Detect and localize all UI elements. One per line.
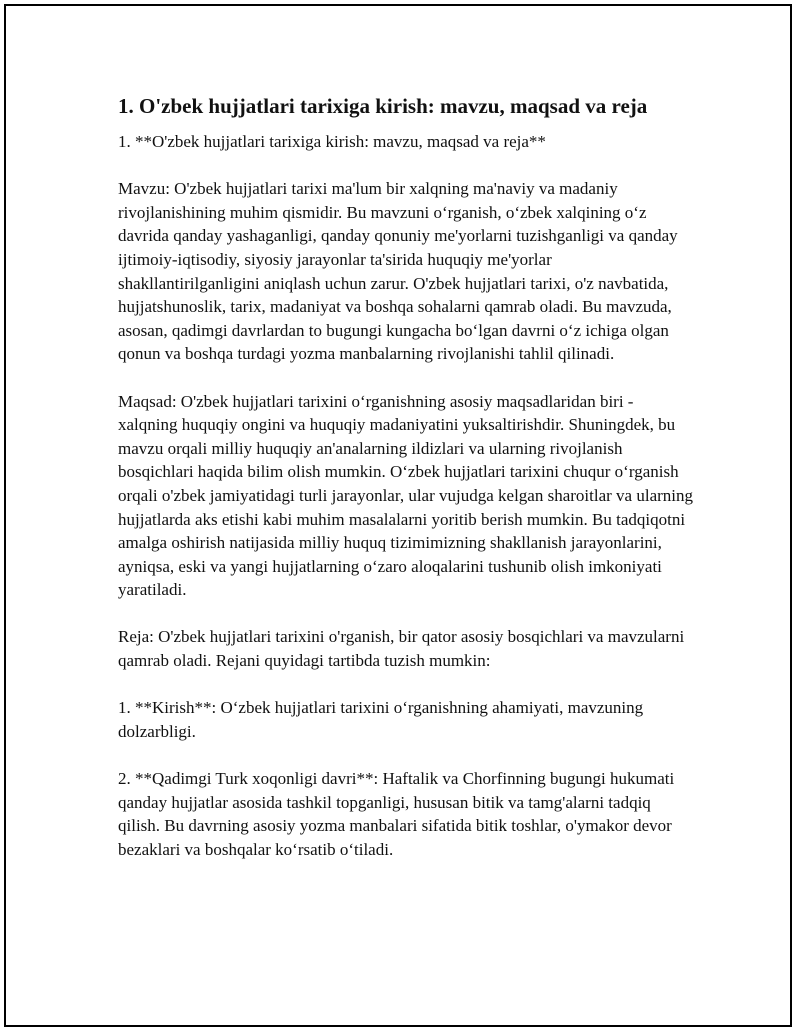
document-body [118,92,693,885]
paragraph-qadimgi-turk: 2. **Qadimgi Turk xoqonligi davri**: Haftalik va Chorfinning bugungi hukumati qanday hujjatlar asosida tashkil topganligi, hususan bitik va tamg'alarni tadqiq qilish. Bu davrning asosiy yozma manbalari sifatida bitik toshlar, o'ymakor devor bezaklari va boshqalar ko‘rsatib o‘tiladi. [118,769,675,859]
paragraph-maqsad: Maqsad: O'zbek hujjatlari tarixini o‘rganishning asosiy maqsadlaridan biri - xalqning huquqiy ongini va huquqiy madaniyatini yuksaltirishdir. Shuningdek, bu mavzu orqali milliy huquqiy an'analarning ildizlari va ularning rivojlanish bosqichlari haqida bilim olish mumkin. O‘zbek hujjatlari tarixini chuqur o‘rganish orqali o'zbek jamiyatidagi turli jarayonlar, ular vujudga kelgan sharoitlar va ularning hujjatlarda aks etishi kabi muhim masalalarni yoritib berish mumkin. Bu tadqiqotni amalga oshirish natijasida milliy huquq tizimimizning shakllanish jarayonlarini, ayniqsa, eski va yangi hujjatlarning o‘zaro aloqalarini tushunib olish imkoniyati yaratiladi. [118,391,693,600]
document-title: 1. O'zbek hujjatlari tarixiga kirish: mavzu, maqsad va reja [118,94,648,118]
paragraph-reja: Reja: O'zbek hujjatlari tarixini o'rganish, bir qator asosiy bosqichlari va mavzularni qamrab oladi. Rejani quyidagi tartibda tuzish mumkin: [118,627,685,671]
paragraph-heading: 1. **O'zbek hujjatlari tarixiga kirish: mavzu, maqsad va reja** [118,132,546,151]
paragraph-kirish: 1. **Kirish**: O‘zbek hujjatlari tarixini o‘rganishning ahamiyati, mavzuning dolzarbligi. [118,698,644,741]
paragraph-mavzu: Mavzu: O'zbek hujjatlari tarixi ma'lum bir xalqning ma'naviy va madaniy rivojlanishining muhim qismidir. Bu mavzuni o‘rganish, o‘zbek xalqining o‘z davrida qanday yashaganligi, qanday qonuniy me'yorlarni tuzishganligi va qanday ijtimoiy-iqtisodiy, siyosiy jarayonlar ta'sirida huquqiy me'yorlar shakllantirilganligini aniqlash uchun zarur. O'zbek hujjatlari tarixi, o'z navbatida, hujjatshunoslik, tarix, madaniyat va boshqa sohalarni qamrab oladi. Bu mavzuda, asosan, qadimgi davrlardan to bugungi kungacha bo‘lgan davrni o‘z ichiga olgan qonun va boshqa turdagi yozma manbalarning rivojlanishi tahlil qilinadi. [118,179,678,364]
